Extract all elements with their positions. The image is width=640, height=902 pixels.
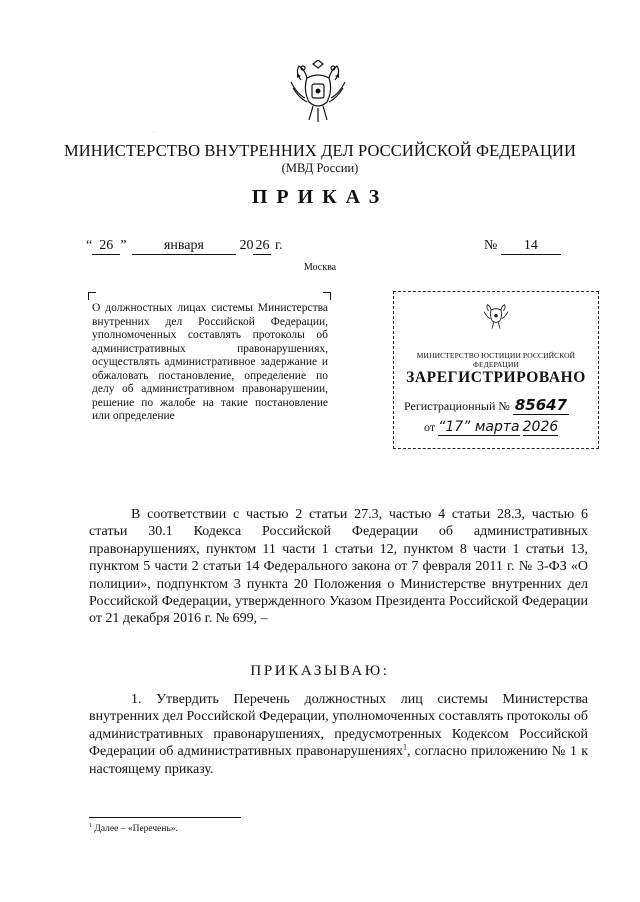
stamp-eagle-emblem-icon bbox=[480, 302, 512, 332]
stamp-date-handwritten: “17” марта bbox=[438, 419, 520, 435]
date-day: 26 bbox=[92, 238, 120, 255]
order-directive: ПРИКАЗЫВАЮ: bbox=[250, 663, 390, 679]
order-number bbox=[484, 238, 561, 255]
number-value: 14 bbox=[501, 238, 561, 255]
ministry-abbreviation: (МВД России) bbox=[281, 161, 359, 175]
date-year-unit: г. bbox=[274, 238, 283, 253]
footnote-text: Далее – «Перечень». bbox=[92, 824, 178, 834]
order-item-1 bbox=[89, 691, 588, 778]
footnote-divider bbox=[89, 817, 241, 818]
date-year-prefix: 20 bbox=[239, 238, 254, 253]
stamp-year: 2026 bbox=[522, 419, 559, 435]
item1-text-before: 1. Утвердить Перечень должностных лиц системы Министерства внутренних дел Российской Федерации, уполномоченных составлять протоколы об административных правонарушениях, предусмотренных Кодексом Российской Федерации об административных правонарушениях bbox=[89, 692, 588, 760]
subject-corner-mark-left bbox=[88, 292, 96, 300]
date-month: января bbox=[132, 238, 236, 255]
number-label: № bbox=[484, 238, 498, 253]
stamp-registration-date bbox=[424, 419, 558, 435]
date-year-suffix: 26 bbox=[255, 238, 270, 253]
eagle-emblem-icon bbox=[283, 60, 353, 128]
date-quote-close: ” bbox=[120, 238, 127, 253]
stamp-ministry: МИНИСТЕРСТВО ЮСТИЦИИ РОССИЙСКОЙ ФЕДЕРАЦИИ bbox=[416, 351, 576, 369]
stamp-registration-number bbox=[404, 396, 569, 414]
item1-text-after: , согласно приложению № 1 к настоящему приказу. bbox=[89, 744, 589, 777]
scan-mark: · bbox=[153, 130, 155, 136]
stamp-date-prefix: от bbox=[424, 420, 436, 434]
footnote-reference: 1 bbox=[403, 742, 408, 752]
date-quote-open: “ bbox=[86, 238, 93, 253]
subject-corner-mark-right bbox=[323, 292, 331, 300]
order-date bbox=[86, 238, 283, 255]
preamble-paragraph: В соответствии с частью 2 статьи 27.3, частью 4 статьи 28.3, частью 6 статьи 30.1 Кодекса Российской Федерации об административных правонарушениях, пунктом 11 части 1 статьи 12, пунктом 8 части 1 статьи 13, пунктом 5 части 2 статьи 14 Федерального закона от 7 февраля 2011 г. № 3-ФЗ «О полиции», подпунктом 3 пункта 20 Положения о Министерстве внутренних дел Российской Федерации, утвержденного Указом Президента Российской Федерации от 21 декабря 2016 г. № 699, – bbox=[89, 507, 588, 627]
stamp-reg-number: 85647 bbox=[514, 396, 568, 414]
ministry-name: МИНИСТЕРСТВО ВНУТРЕННИХ ДЕЛ РОССИЙСКОЙ ФЕДЕРАЦИИ bbox=[63, 141, 577, 160]
footnote bbox=[89, 824, 178, 834]
document-title: ПРИКАЗ bbox=[251, 186, 389, 208]
footnote-number: 1 bbox=[89, 822, 92, 829]
stamp-registered: ЗАРЕГИСТРИРОВАНО bbox=[406, 369, 586, 386]
stamp-reg-label: Регистрационный № bbox=[404, 399, 510, 413]
city: Москва bbox=[303, 262, 337, 273]
registration-stamp bbox=[393, 291, 599, 449]
order-subject: О должностных лицах системы Министерства внутренних дел Российской Федерации, уполномоченных составлять протоколы об административных правонарушениях, осуществлять административное задержание и обжаловать постановление, определение по делу об административном правонарушении, решение по жалобе на такие постановление или определение bbox=[92, 302, 328, 422]
